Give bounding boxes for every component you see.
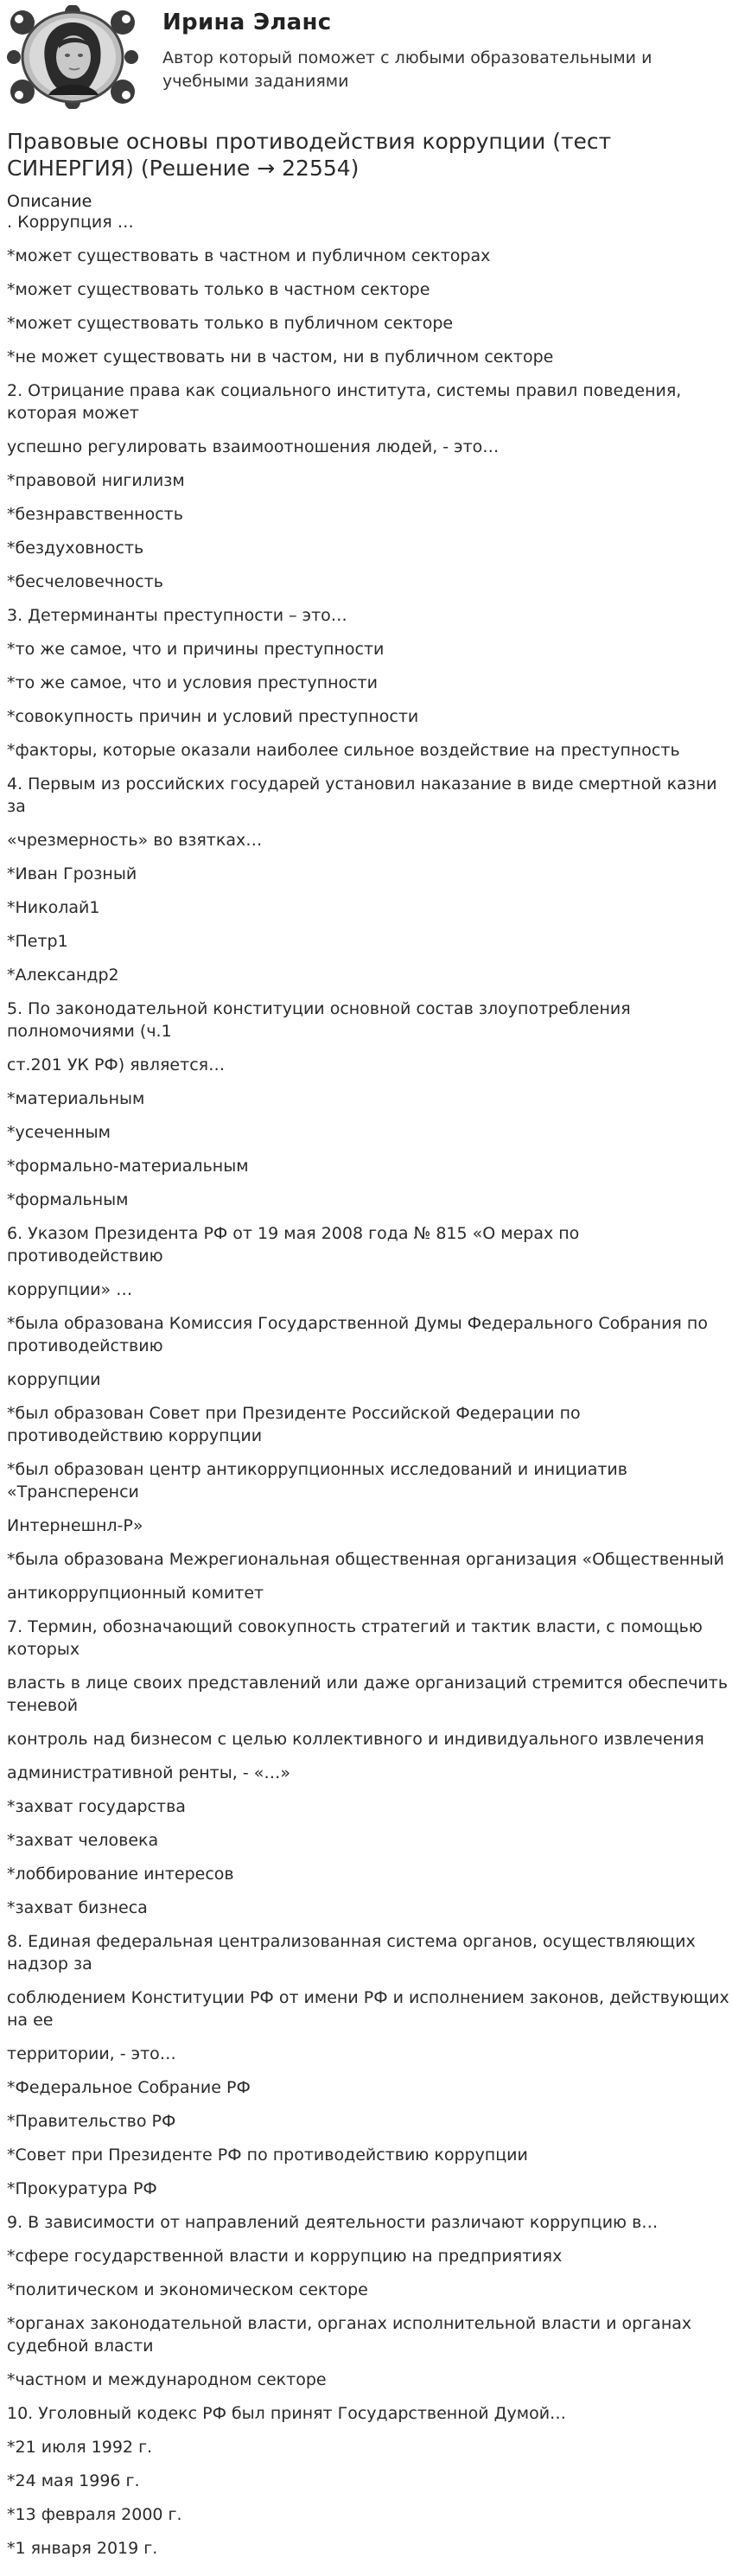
document-line: ст.201 УК РФ) является…	[7, 1055, 226, 1074]
document-line: *совокупность причин и условий преступности	[7, 707, 419, 726]
document-line: «чрезмерность» во взятках…	[7, 831, 263, 850]
document-line: контроль над бизнесом с целью коллективного и индивидуального извлечения	[7, 1730, 704, 1749]
document-line: коррупции	[7, 1370, 101, 1389]
document-line: *захват человека	[7, 1831, 159, 1850]
document-line: антикоррупционный комитет	[7, 1584, 264, 1603]
document-line: *может существовать в частном и публичном секторах	[7, 246, 491, 265]
document-line: территории, - это…	[7, 2044, 176, 2063]
document-line: *Петр1	[7, 932, 68, 951]
article	[0, 128, 732, 2560]
document-line: *формальным	[7, 1190, 129, 1209]
document-line: *материальным	[7, 1089, 145, 1108]
document-line: *то же самое, что и условия преступности	[7, 673, 378, 692]
document-line: *Александр2	[7, 966, 119, 985]
author-info	[162, 5, 681, 93]
document-line: *может существовать только в частном секторе	[7, 280, 430, 299]
author-name[interactable]: Ирина Эланс	[162, 10, 332, 35]
document-line: *лоббирование интересов	[7, 1865, 234, 1884]
document-line: *сфере государственной власти и коррупцию на предприятиях	[7, 2247, 563, 2266]
document-line: *формально-материальным	[7, 1157, 249, 1176]
document-line: 9. В зависимости от направлений деятельности различают коррупцию в…	[7, 2213, 659, 2232]
author-avatar[interactable]	[7, 5, 138, 109]
author-card	[0, 0, 732, 109]
document-line: *21 июля 1992 г.	[7, 2438, 153, 2457]
document-line: *24 мая 1996 г.	[7, 2471, 140, 2490]
author-description: Автор который поможет с любыми образовательными и учебными заданиями	[162, 48, 652, 91]
document-line: 3. Детерминанты преступности – это…	[7, 606, 347, 625]
document-line: *был образован Совет при Президенте Российской Федерации по противодействию коррупции	[7, 1404, 581, 1445]
document-line: *Совет при Президенте РФ по противодействию коррупции	[7, 2146, 528, 2165]
document-line: *правовой нигилизм	[7, 471, 185, 490]
description-label: Описание	[7, 192, 92, 211]
document-line: *захват бизнеса	[7, 1898, 148, 1917]
document-line: 4. Первым из российских государей установил наказание в виде смертной казни за	[7, 775, 717, 816]
document-line: *была образована Межрегиональная общественная организация «Общественный	[7, 1550, 724, 1569]
document-line: *политическом и экономическом секторе	[7, 2280, 368, 2299]
document-line: *может существовать только в публичном секторе	[7, 314, 454, 333]
document-line: *частном и международном секторе	[7, 2370, 327, 2389]
document-line: власть в лице своих представлений или даже организаций стремится обеспечить теневой	[7, 1674, 729, 1715]
document-line: *факторы, которые оказали наиболее сильное воздействие на преступность	[7, 741, 680, 760]
document-line: *Иван Грозный	[7, 864, 137, 883]
document-line: *бездуховность	[7, 539, 144, 558]
document-line: *захват государства	[7, 1797, 186, 1816]
document-line: Интернешнл-Р»	[7, 1516, 143, 1535]
document-line: *не может существовать ни в частом, ни в публичном секторе	[7, 348, 554, 367]
document-line: соблюдением Конституции РФ от имени РФ и исполнением законов, действующих на ее	[7, 1988, 729, 2030]
question-list	[7, 211, 729, 2560]
document-line: *была образована Комиссия Государственной Думы Федерального Собрания по противодействию	[7, 1314, 708, 1355]
avatar-image	[7, 5, 138, 109]
document-line: *13 февраля 2000 г.	[7, 2505, 182, 2524]
document-line: 10. Уголовный кодекс РФ был принят Государственной Думой…	[7, 2404, 567, 2423]
document-line: *усеченным	[7, 1123, 111, 1142]
document-line: *Федеральное Собрание РФ	[7, 2078, 251, 2097]
document-line: *бесчеловечность	[7, 572, 163, 591]
document-line: . Коррупция …	[7, 213, 134, 232]
document-line: административной ренты, - «…»	[7, 1763, 290, 1782]
document-line: 8. Единая федеральная централизованная система органов, осуществляющих надзор за	[7, 1932, 696, 1973]
document-line: *Прокуратура РФ	[7, 2179, 157, 2198]
document-line: *был образован центр антикоррупционных исследований и инициатив «Трансперенси	[7, 1460, 627, 1502]
document-line: коррупции» …	[7, 1280, 133, 1299]
document-line: *Николай1	[7, 898, 100, 917]
page-title: Правовые основы противодействия коррупции (тест СИНЕРГИЯ) (Решение → 22554)	[7, 129, 612, 181]
document-line: 2. Отрицание права как социального института, системы правил поведения, которая может	[7, 381, 682, 423]
document-line: *то же самое, что и причины преступности	[7, 640, 385, 659]
document-line: 6. Указом Президента РФ от 19 мая 2008 года № 815 «О мерах по противодействию	[7, 1224, 580, 1266]
document-line: *безнравственность	[7, 505, 183, 524]
document-line: *Правительство РФ	[7, 2112, 176, 2131]
document-line: *1 января 2019 г.	[7, 2539, 158, 2558]
document-line: 5. По законодательной конституции основной состав злоупотребления полномочиями (ч.1	[7, 999, 631, 1041]
document-line: 7. Термин, обозначающий совокупность стратегий и тактик власти, с помощью которых	[7, 1617, 703, 1659]
document-line: успешно регулировать взаимоотношения людей, - это…	[7, 437, 500, 456]
document-line: *органах законодательной власти, органах исполнительной власти и органах судебной власти	[7, 2314, 692, 2356]
